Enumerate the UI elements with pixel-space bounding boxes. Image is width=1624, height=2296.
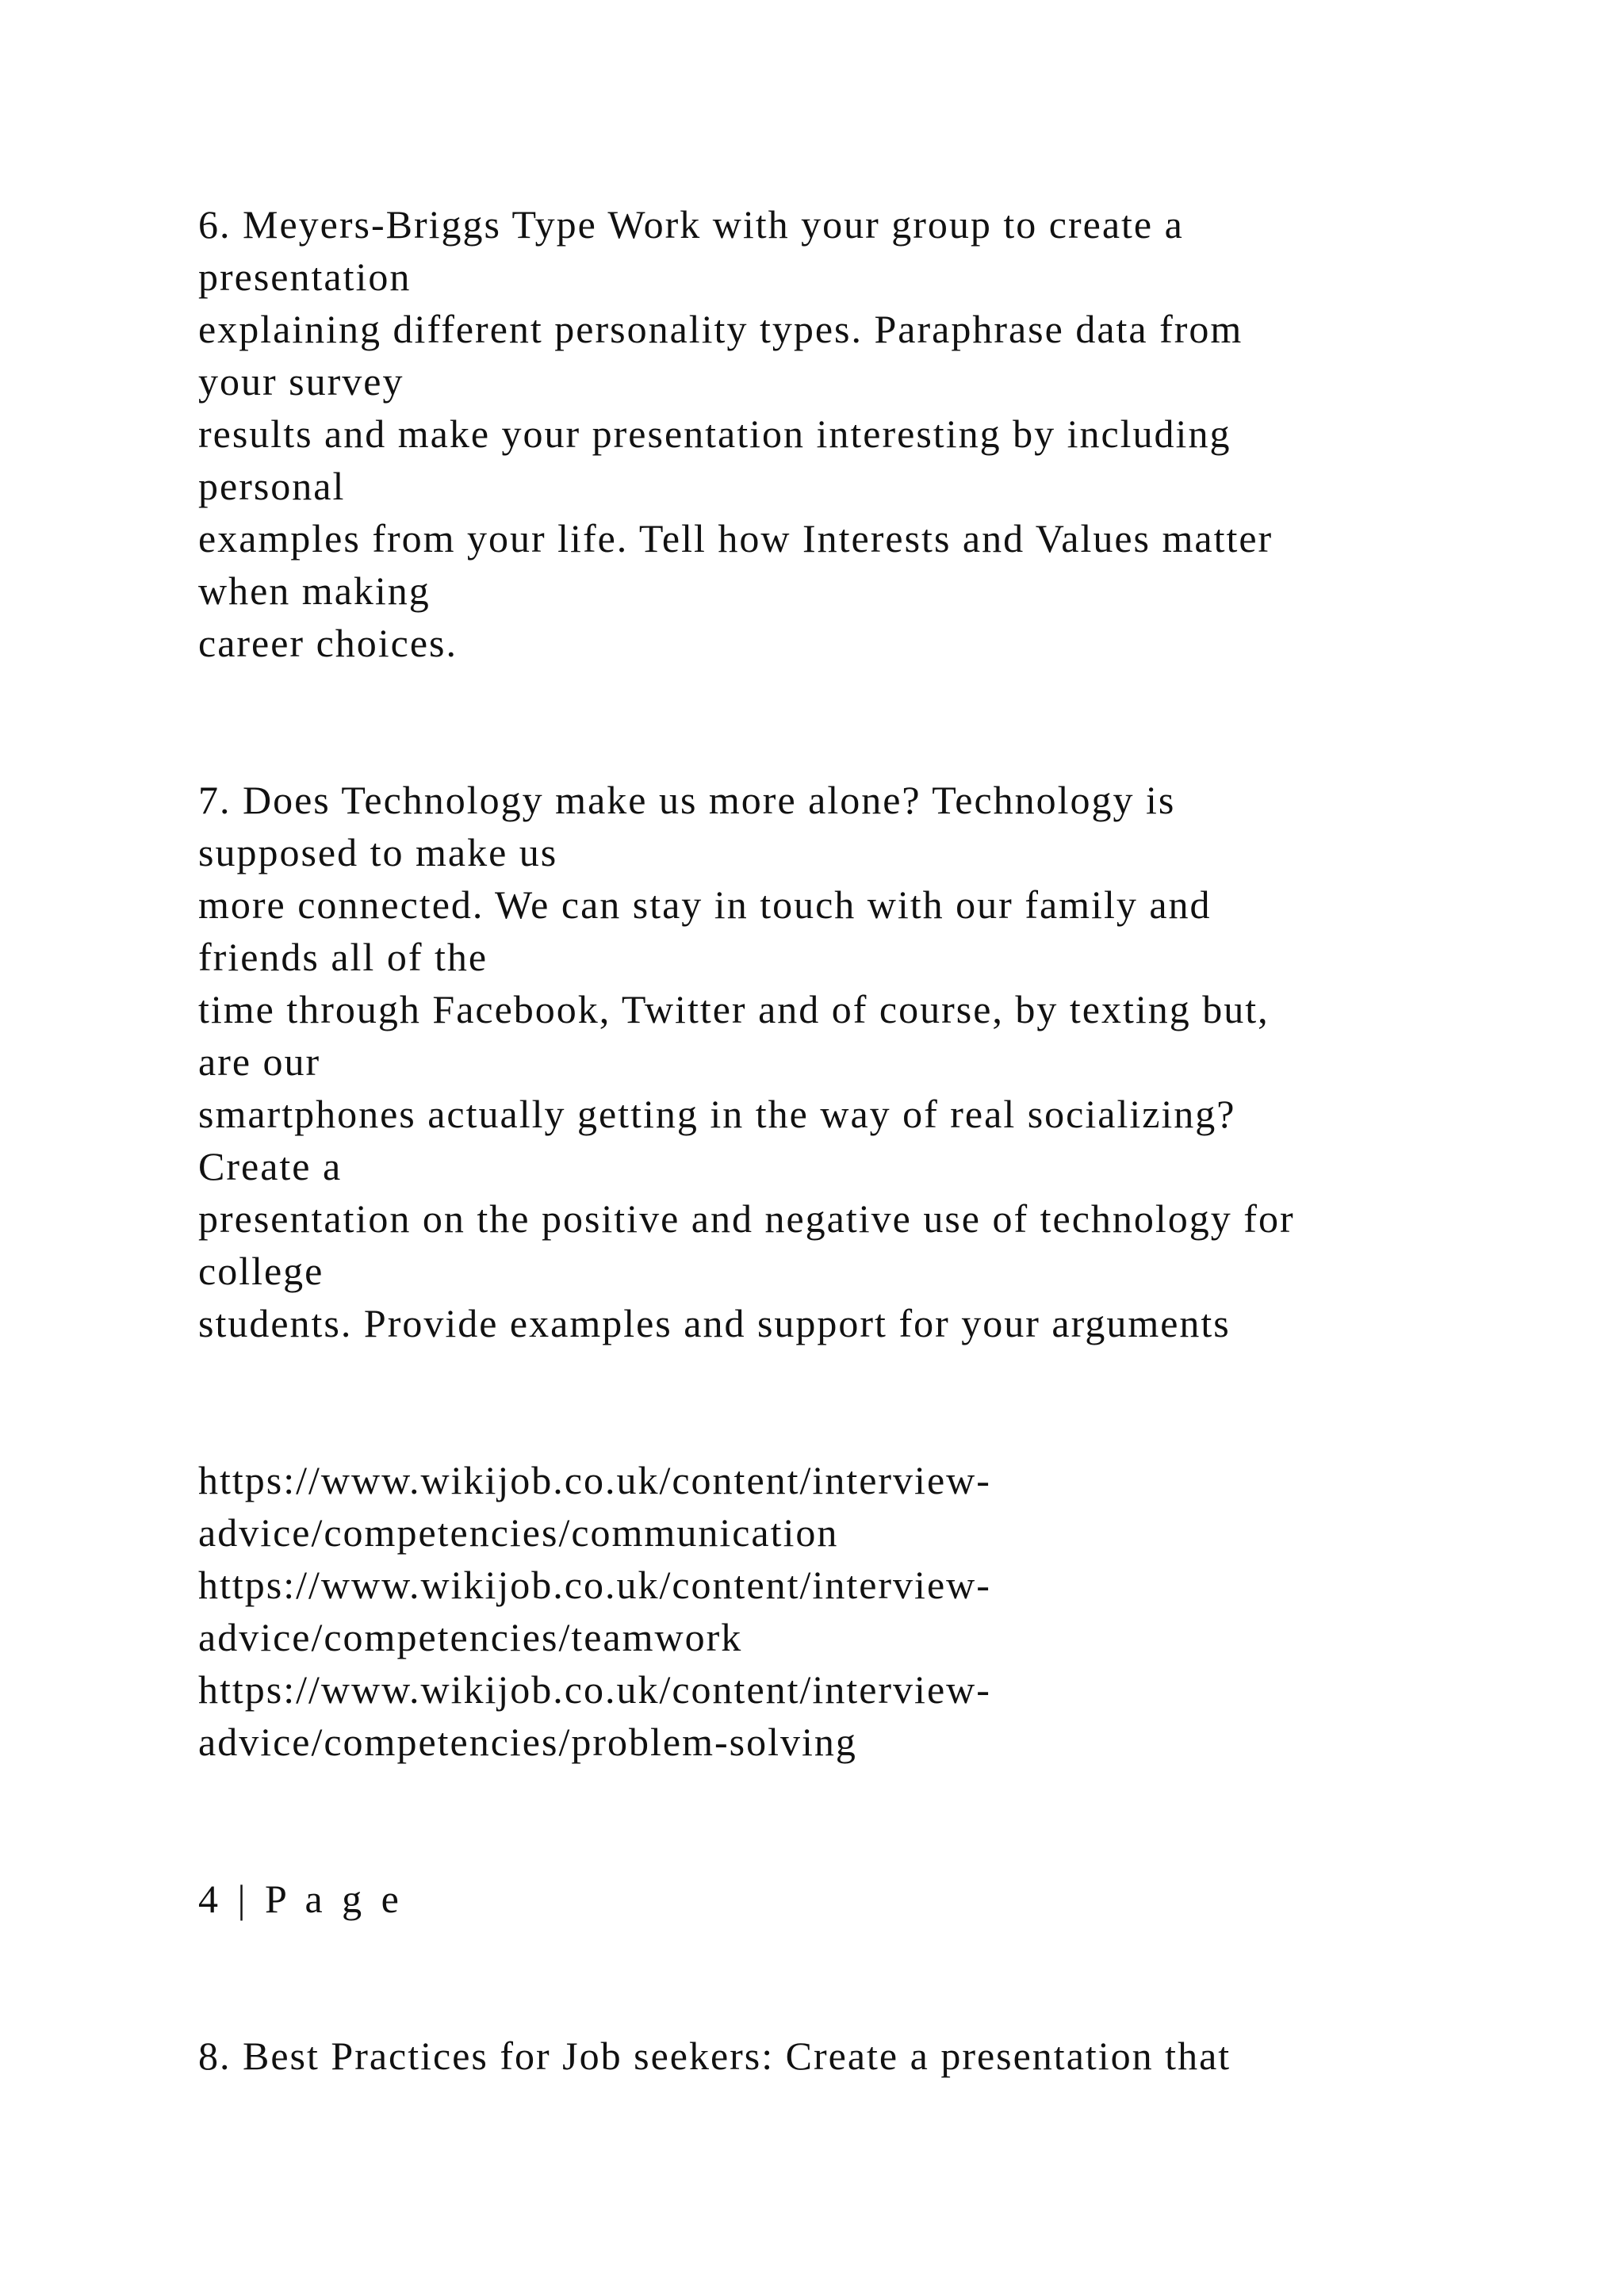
text-line: students. Provide examples and support for your arguments [198, 1301, 1231, 1345]
text-line: your survey [198, 359, 404, 404]
text-line: personal [198, 464, 346, 508]
text-line: time through Facebook, Twitter and of course, by texting but, [198, 987, 1270, 1031]
text-line: explaining different personality types. Paraphrase data from [198, 307, 1243, 351]
text-line: college [198, 1249, 324, 1293]
text-line: 6. Meyers-Briggs Type Work with your group to create a [198, 202, 1184, 247]
text-line: are our [198, 1039, 321, 1084]
text-line: presentation on the positive and negative use of technology for [198, 1196, 1295, 1241]
text-line: Create a [198, 1144, 343, 1188]
url-line: advice/competencies/problem-solving [198, 1720, 857, 1764]
url-line: https://www.wikijob.co.uk/content/interview- [198, 1458, 991, 1502]
url-line: https://www.wikijob.co.uk/content/interview- [198, 1667, 991, 1712]
text-line: supposed to make us [198, 830, 558, 874]
text-line: more connected. We can stay in touch with our family and [198, 882, 1212, 927]
text-line: 7. Does Technology make us more alone? Technology is [198, 778, 1176, 822]
url-line: https://www.wikijob.co.uk/content/interview- [198, 1563, 991, 1607]
text-line: examples from your life. Tell how Interests and Values matter [198, 516, 1274, 561]
text-line: when making [198, 568, 431, 613]
url-line: advice/competencies/teamwork [198, 1615, 743, 1659]
page-number: 4 | P a g e [198, 1877, 404, 1921]
text-line: presentation [198, 254, 412, 299]
text-line: friends all of the [198, 935, 488, 979]
text-line: 8. Best Practices for Job seekers: Create a presentation that [198, 2034, 1231, 2078]
text-line: smartphones actually getting in the way of real socializing? [198, 1092, 1236, 1136]
url-line: advice/competencies/communication [198, 1510, 839, 1555]
text-line: results and make your presentation interesting by including [198, 411, 1231, 456]
text-line: career choices. [198, 621, 458, 665]
